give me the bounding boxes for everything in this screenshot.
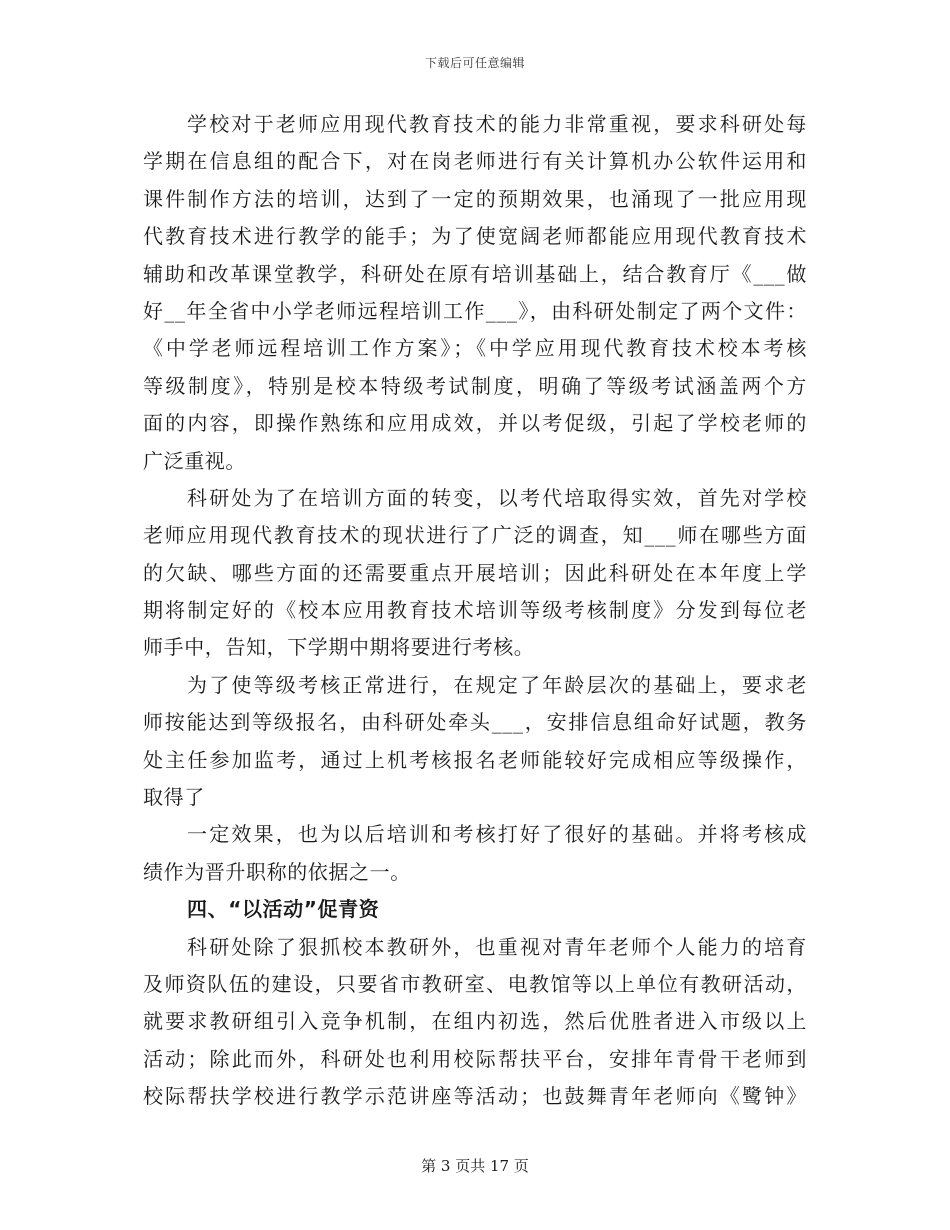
- text-line: 处主任参加监考，通过上机考核报名老师能较好完成相应等级操作，: [143, 747, 807, 772]
- text-line: 课件制作方法的培训，达到了一定的预期效果，也涌现了一批应用现: [143, 186, 807, 211]
- text-line: 辅助和改革课堂教学，科研处在原有培训基础上，结合教育厅《___做: [143, 261, 807, 286]
- text-line: 广泛重视。: [143, 448, 246, 473]
- text-line: 面的内容，即操作熟练和应用成效，并以考促级，引起了学校老师的: [143, 411, 807, 436]
- text-line: 好__年全省中小学老师远程培训工作___》，由科研处制定了两个文件：: [143, 298, 807, 323]
- text-line: 及师资队伍的建设，只要省市教研室、电教馆等以上单位有教研活动，: [143, 971, 807, 996]
- text-line: 科研处为了在培训方面的转变，以考代培取得实效，首先对学校: [187, 485, 807, 510]
- text-line: 科研处除了狠抓校本教研外，也重视对青年老师个人能力的培育: [187, 934, 807, 959]
- text-line: 就要求教研组引入竞争机制，在组内初选，然后优胜者进入市级以上: [143, 1009, 807, 1034]
- text-line: 学期在信息组的配合下，对在岗老师进行有关计算机办公软件运用和: [143, 149, 807, 174]
- text-line: 师按能达到等级报名，由科研处牵头___，安排信息组命好试题，教务: [143, 710, 807, 735]
- page-header-note: 下载后可任意编辑: [424, 56, 525, 70]
- section-heading: 四、“以活动”促青资: [187, 897, 380, 922]
- text-line: 的欠缺、哪些方面的还需要重点开展培训；因此科研处在本年度上学: [143, 560, 807, 585]
- text-line: 老师应用现代教育技术的现状进行了广泛的调查，知___师在哪些方面: [143, 523, 807, 548]
- text-line: 代教育技术进行教学的能手；为了使宽阔老师都能应用现代教育技术: [143, 224, 807, 249]
- text-line: 学校对于老师应用现代教育技术的能力非常重视，要求科研处每: [187, 112, 807, 136]
- text-line: 校际帮扶学校进行教学示范讲座等活动；也鼓舞青年老师向《鹭钟》: [143, 1084, 807, 1109]
- text-line: 活动；除此而外，科研处也利用校际帮扶平台，安排年青骨干老师到: [143, 1046, 807, 1071]
- text-line: 等级制度》，特别是校本特级考试制度，明确了等级考试涵盖两个方: [143, 373, 807, 398]
- document-body: [143, 106, 807, 1116]
- text-line: 为了使等级考核正常进行，在规定了年龄层次的基础上，要求老: [187, 672, 807, 697]
- text-line: 一定效果，也为以后培训和考核打好了很好的基础。并将考核成: [187, 822, 807, 847]
- text-line: 绩作为晋升职称的依据之一。: [143, 859, 411, 884]
- text-line: 《中学老师远程培训工作方案》；《中学应用现代教育技术校本考核: [143, 336, 807, 361]
- text-line: 期将制定好的《校本应用教育技术培训等级考核制度》分发到每位老: [143, 598, 807, 623]
- page-footer: 第 3 页共 17 页: [421, 1157, 529, 1175]
- text-line: 师手中，告知，下学期中期将要进行考核。: [143, 635, 535, 660]
- text-line: 取得了: [143, 785, 205, 810]
